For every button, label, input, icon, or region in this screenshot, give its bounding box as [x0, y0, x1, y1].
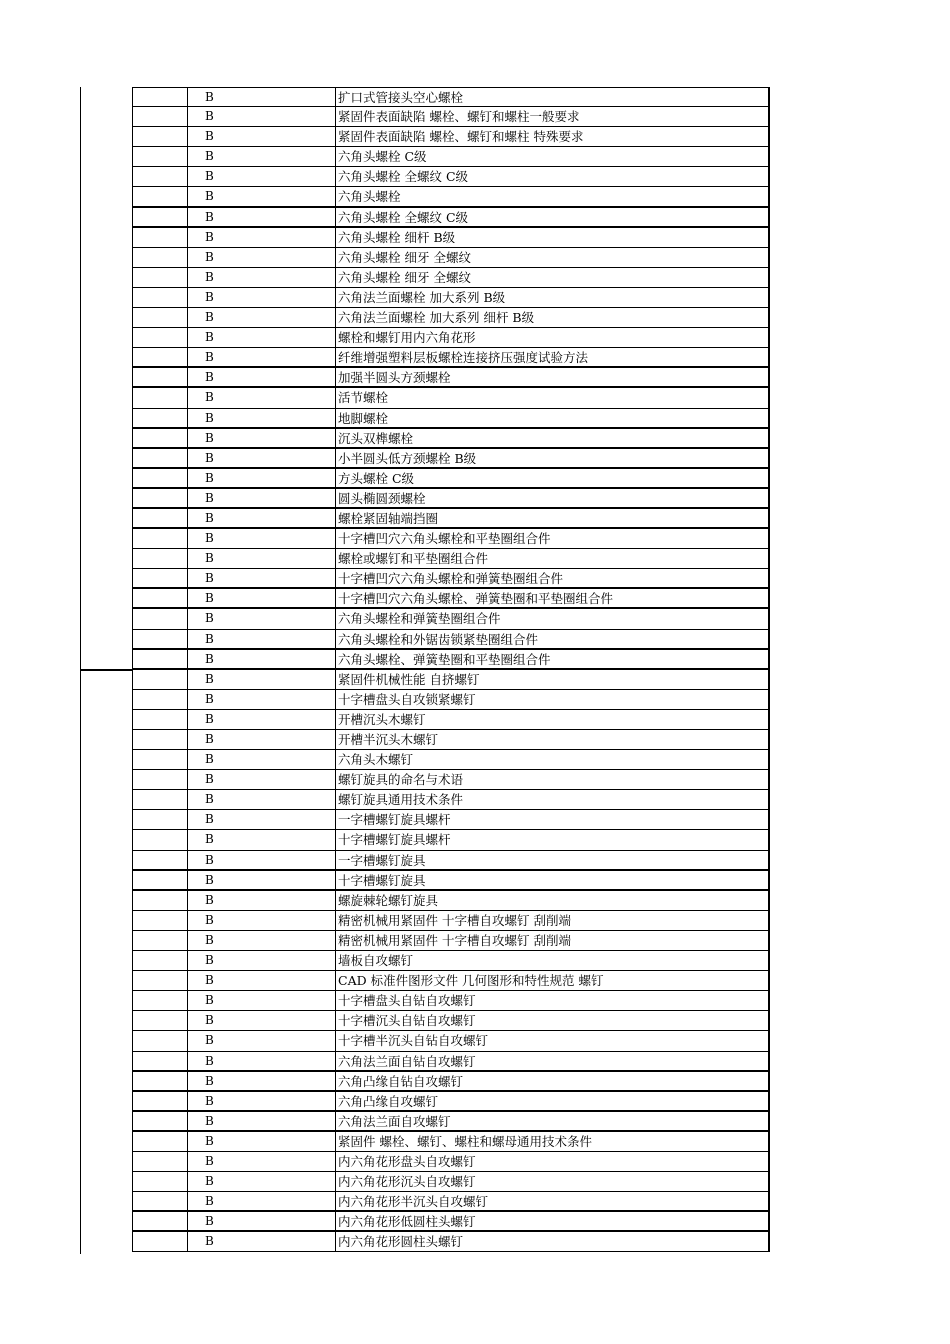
grade-cell: B	[187, 790, 335, 809]
blank-cell	[132, 147, 187, 166]
title-cell: 精密机械用紧固件 十字槽自攻螺钉 刮削端	[335, 911, 770, 930]
title-cell: CAD 标准件图形文件 几何图形和特性规范 螺钉	[335, 971, 770, 990]
title-cell: 六角头螺栓、弹簧垫圈和平垫圈组合件	[335, 650, 770, 668]
grade-cell: B	[187, 730, 335, 749]
blank-cell	[132, 167, 187, 186]
table-row	[132, 368, 770, 388]
grade-cell: B	[187, 630, 335, 648]
title-cell: 十字槽盘头自钻自攻螺钉	[335, 991, 770, 1010]
blank-cell	[132, 449, 187, 467]
title-cell: 内六角花形圆柱头螺钉	[335, 1232, 770, 1251]
title-cell: 一字槽螺钉旋具螺杆	[335, 810, 770, 829]
title-cell: 内六角花形低圆柱头螺钉	[335, 1212, 770, 1230]
title-cell: 纤维增强塑料层板螺栓连接挤压强度试验方法	[335, 348, 770, 366]
table-row	[132, 1132, 770, 1152]
grade-cell: B	[187, 1172, 335, 1191]
blank-cell	[132, 368, 187, 386]
table-row	[132, 1192, 770, 1212]
grade-cell: B	[187, 1092, 335, 1110]
table-row	[132, 208, 770, 228]
grade-cell: B	[187, 1052, 335, 1070]
table-row	[132, 871, 770, 891]
grade-cell: B	[187, 810, 335, 829]
table-row	[132, 489, 770, 509]
table-rows	[132, 87, 770, 1252]
blank-cell	[132, 208, 187, 226]
table-row	[132, 1212, 770, 1232]
blank-cell	[132, 107, 187, 126]
blank-cell	[132, 650, 187, 668]
table-row	[132, 187, 770, 207]
title-cell: 螺栓紧固轴端挡圈	[335, 509, 770, 527]
table-row	[132, 1052, 770, 1072]
blank-cell	[132, 951, 187, 970]
grade-cell: B	[187, 830, 335, 849]
grade-cell: B	[187, 127, 335, 146]
title-cell: 紧固件表面缺陷 螺栓、螺钉和螺柱一般要求	[335, 107, 770, 126]
title-cell: 六角头螺栓 细杆 B级	[335, 228, 770, 247]
grade-cell: B	[187, 288, 335, 307]
grade-cell: B	[187, 851, 335, 869]
title-cell: 内六角花形半沉头自攻螺钉	[335, 1192, 770, 1210]
title-cell: 小半圆头低方颈螺栓 B级	[335, 449, 770, 467]
grade-cell: B	[187, 1212, 335, 1230]
blank-cell	[132, 308, 187, 327]
table-row	[132, 630, 770, 650]
title-cell: 一字槽螺钉旋具	[335, 851, 770, 869]
blank-cell	[132, 1052, 187, 1070]
title-cell: 开槽沉头木螺钉	[335, 710, 770, 729]
grade-cell: B	[187, 107, 335, 126]
table-row	[132, 770, 770, 790]
title-cell: 十字槽凹穴六角头螺栓、弹簧垫圈和平垫圈组合件	[335, 589, 770, 607]
title-cell: 六角头螺栓和弹簧垫圈组合件	[335, 609, 770, 628]
grade-cell: B	[187, 208, 335, 226]
table-row	[132, 830, 770, 850]
grade-cell: B	[187, 469, 335, 487]
title-cell: 螺栓和螺钉用内六角花形	[335, 328, 770, 347]
blank-cell	[132, 228, 187, 247]
grade-cell: B	[187, 187, 335, 205]
blank-cell	[132, 790, 187, 809]
table-row	[132, 288, 770, 308]
title-cell: 十字槽凹穴六角头螺栓和平垫圈组合件	[335, 529, 770, 548]
grade-cell: B	[187, 931, 335, 950]
table-row	[132, 228, 770, 248]
title-cell: 内六角花形盘头自攻螺钉	[335, 1152, 770, 1171]
table-row	[132, 1092, 770, 1112]
table-row	[132, 1172, 770, 1192]
title-cell: 螺栓或螺钉和平垫圈组合件	[335, 549, 770, 568]
grade-cell: B	[187, 911, 335, 930]
table-row	[132, 730, 770, 750]
title-cell: 六角头螺栓 全螺纹 C级	[335, 167, 770, 186]
title-cell: 开槽半沉头木螺钉	[335, 730, 770, 749]
grade-cell: B	[187, 489, 335, 507]
table-row	[132, 650, 770, 670]
title-cell: 加强半圆头方颈螺栓	[335, 368, 770, 386]
grade-cell: B	[187, 368, 335, 386]
grade-cell: B	[187, 569, 335, 587]
title-cell: 六角头螺栓 全螺纹 C级	[335, 208, 770, 226]
blank-cell	[132, 529, 187, 548]
table-row	[132, 509, 770, 529]
title-cell: 十字槽凹穴六角头螺栓和弹簧垫圈组合件	[335, 569, 770, 587]
table-row	[132, 469, 770, 489]
blank-cell	[132, 911, 187, 930]
title-cell: 螺旋棘轮螺钉旋具	[335, 891, 770, 910]
blank-cell	[132, 429, 187, 447]
blank-cell	[132, 609, 187, 628]
grade-cell: B	[187, 429, 335, 447]
title-cell: 六角法兰面螺栓 加大系列 细杆 B级	[335, 308, 770, 327]
blank-cell	[132, 810, 187, 829]
table-row	[132, 107, 770, 127]
blank-cell	[132, 750, 187, 769]
title-cell: 十字槽螺钉旋具螺杆	[335, 830, 770, 849]
title-cell: 紧固件机械性能 自挤螺钉	[335, 670, 770, 689]
group-cell-screws	[80, 670, 132, 1254]
title-cell: 六角头螺栓 细牙 全螺纹	[335, 268, 770, 287]
blank-cell	[132, 770, 187, 789]
grade-cell: B	[187, 951, 335, 970]
title-cell: 六角法兰面自钻自攻螺钉	[335, 1052, 770, 1070]
table-row	[132, 1112, 770, 1132]
blank-cell	[132, 630, 187, 648]
blank-cell	[132, 690, 187, 709]
table-row	[132, 167, 770, 187]
table-row	[132, 589, 770, 609]
title-cell: 紧固件表面缺陷 螺栓、螺钉和螺柱 特殊要求	[335, 127, 770, 146]
grade-cell: B	[187, 409, 335, 427]
grade-cell: B	[187, 871, 335, 889]
table-row	[132, 1152, 770, 1172]
title-cell: 十字槽盘头自攻锁紧螺钉	[335, 690, 770, 709]
table-row	[132, 991, 770, 1011]
table-row	[132, 449, 770, 469]
title-cell: 十字槽螺钉旋具	[335, 871, 770, 889]
title-cell: 六角头螺栓 细牙 全螺纹	[335, 248, 770, 267]
blank-cell	[132, 388, 187, 407]
grade-cell: B	[187, 308, 335, 327]
title-cell: 圆头椭圆颈螺栓	[335, 489, 770, 507]
table-row	[132, 248, 770, 268]
table-row	[132, 750, 770, 770]
table-row	[132, 690, 770, 710]
title-cell: 沉头双榫螺栓	[335, 429, 770, 447]
grade-cell: B	[187, 650, 335, 668]
grade-cell: B	[187, 991, 335, 1010]
grade-cell: B	[187, 609, 335, 628]
table-row	[132, 87, 770, 107]
grade-cell: B	[187, 1152, 335, 1171]
title-cell: 六角头螺栓	[335, 187, 770, 205]
grade-cell: B	[187, 1132, 335, 1151]
table-row	[132, 951, 770, 971]
blank-cell	[132, 1212, 187, 1230]
table-row	[132, 308, 770, 328]
table-row	[132, 609, 770, 629]
title-cell: 活节螺栓	[335, 388, 770, 407]
grade-cell: B	[187, 670, 335, 689]
table-row	[132, 810, 770, 830]
title-cell: 六角头螺栓 C级	[335, 147, 770, 166]
grade-cell: B	[187, 971, 335, 990]
title-cell: 精密机械用紧固件 十字槽自攻螺钉 刮削端	[335, 931, 770, 950]
table-row	[132, 147, 770, 167]
table-row	[132, 790, 770, 810]
title-cell: 六角凸缘自钻自攻螺钉	[335, 1072, 770, 1090]
blank-cell	[132, 971, 187, 990]
blank-cell	[132, 469, 187, 487]
blank-cell	[132, 670, 187, 689]
title-cell: 六角法兰面自攻螺钉	[335, 1112, 770, 1130]
blank-cell	[132, 830, 187, 849]
table-row	[132, 1232, 770, 1252]
blank-cell	[132, 1011, 187, 1030]
grade-cell: B	[187, 388, 335, 407]
table-row	[132, 348, 770, 368]
blank-cell	[132, 509, 187, 527]
grade-cell: B	[187, 770, 335, 789]
grade-cell: B	[187, 509, 335, 527]
title-cell: 螺钉旋具的命名与术语	[335, 770, 770, 789]
title-cell: 螺钉旋具通用技术条件	[335, 790, 770, 809]
grade-cell: B	[187, 529, 335, 548]
title-cell: 六角法兰面螺栓 加大系列 B级	[335, 288, 770, 307]
table-row	[132, 931, 770, 951]
grade-cell: B	[187, 228, 335, 247]
grade-cell: B	[187, 750, 335, 769]
table-row	[132, 268, 770, 288]
title-cell: 方头螺栓 C级	[335, 469, 770, 487]
blank-cell	[132, 1132, 187, 1151]
grade-cell: B	[187, 589, 335, 607]
table-row	[132, 529, 770, 549]
grade-cell: B	[187, 328, 335, 347]
title-cell: 十字槽沉头自钻自攻螺钉	[335, 1011, 770, 1030]
blank-cell	[132, 931, 187, 950]
blank-cell	[132, 730, 187, 749]
grade-cell: B	[187, 1232, 335, 1251]
blank-cell	[132, 127, 187, 146]
grade-cell: B	[187, 690, 335, 709]
table-row	[132, 911, 770, 931]
grade-cell: B	[187, 167, 335, 186]
title-cell: 六角凸缘自攻螺钉	[335, 1092, 770, 1110]
blank-cell	[132, 348, 187, 366]
grade-cell: B	[187, 268, 335, 287]
grade-cell: B	[187, 449, 335, 467]
table-row	[132, 127, 770, 147]
blank-cell	[132, 1192, 187, 1210]
blank-cell	[132, 710, 187, 729]
grade-cell: B	[187, 891, 335, 910]
title-cell: 墙板自攻螺钉	[335, 951, 770, 970]
grade-cell: B	[187, 147, 335, 166]
blank-cell	[132, 991, 187, 1010]
title-cell: 扩口式管接头空心螺栓	[335, 88, 770, 106]
table-row	[132, 429, 770, 449]
blank-cell	[132, 187, 187, 205]
blank-cell	[132, 891, 187, 910]
table-row	[132, 328, 770, 348]
blank-cell	[132, 589, 187, 607]
table-row	[132, 851, 770, 871]
grade-cell: B	[187, 710, 335, 729]
table-row	[132, 1011, 770, 1031]
table-row	[132, 1031, 770, 1051]
table-row	[132, 388, 770, 408]
grade-cell: B	[187, 1072, 335, 1090]
table-row	[132, 670, 770, 690]
grade-cell: B	[187, 248, 335, 267]
grade-cell: B	[187, 348, 335, 366]
table-row	[132, 710, 770, 730]
blank-cell	[132, 409, 187, 427]
group-cell-bolts	[80, 87, 132, 670]
blank-cell	[132, 1172, 187, 1191]
blank-cell	[132, 268, 187, 287]
blank-cell	[132, 288, 187, 307]
blank-cell	[132, 1152, 187, 1171]
table-row	[132, 569, 770, 589]
blank-cell	[132, 88, 187, 106]
title-cell: 内六角花形沉头自攻螺钉	[335, 1172, 770, 1191]
grade-cell: B	[187, 1112, 335, 1130]
blank-cell	[132, 1072, 187, 1090]
title-cell: 地脚螺栓	[335, 409, 770, 427]
title-cell: 十字槽半沉头自钻自攻螺钉	[335, 1031, 770, 1050]
table-row	[132, 971, 770, 991]
grade-cell: B	[187, 549, 335, 568]
blank-cell	[132, 248, 187, 267]
title-cell: 六角头螺栓和外锯齿锁紧垫圈组合件	[335, 630, 770, 648]
table-row	[132, 409, 770, 429]
blank-cell	[132, 871, 187, 889]
grade-cell: B	[187, 1031, 335, 1050]
blank-cell	[132, 1232, 187, 1251]
blank-cell	[132, 1112, 187, 1130]
table-row	[132, 1072, 770, 1092]
blank-cell	[132, 549, 187, 568]
title-cell: 六角头木螺钉	[335, 750, 770, 769]
blank-cell	[132, 1031, 187, 1050]
blank-cell	[132, 851, 187, 869]
grade-cell: B	[187, 1192, 335, 1210]
grade-cell: B	[187, 1011, 335, 1030]
blank-cell	[132, 328, 187, 347]
blank-cell	[132, 569, 187, 587]
table-row	[132, 891, 770, 911]
title-cell: 紧固件 螺栓、螺钉、螺柱和螺母通用技术条件	[335, 1132, 770, 1151]
grade-cell: B	[187, 88, 335, 106]
table-row	[132, 549, 770, 569]
blank-cell	[132, 1092, 187, 1110]
blank-cell	[132, 489, 187, 507]
